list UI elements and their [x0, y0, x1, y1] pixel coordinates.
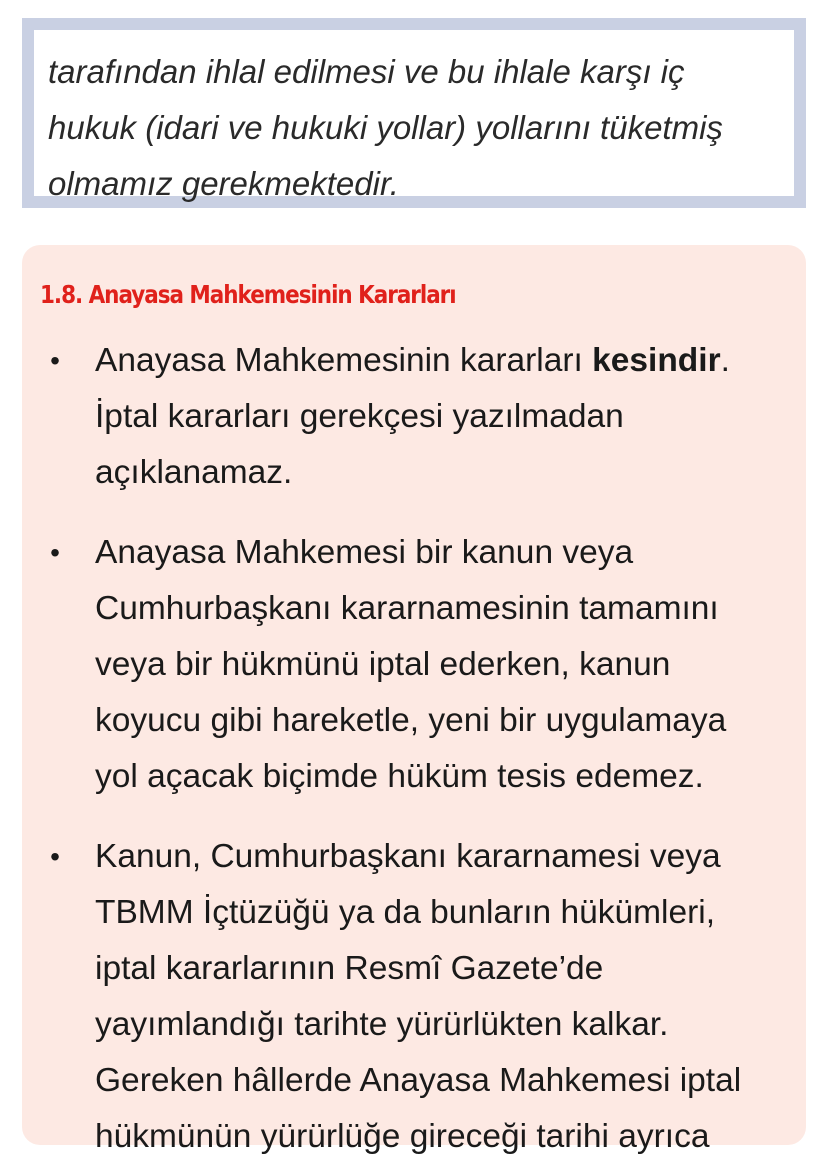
bullet-line: yol açacak biçimde hüküm tesis edemez. — [95, 758, 704, 795]
bullet-line: İptal kararları gerekçesi yazılmadan — [95, 398, 624, 435]
info-box — [22, 245, 806, 1155]
bullet-line: Kanun, Cumhurbaşkanı kararnamesi veya — [95, 838, 721, 875]
bullet-text: . — [720, 342, 730, 379]
quote-line: tarafından ihlal edilmesi ve bu ihlale karşı iç — [48, 53, 685, 90]
bullet-line: TBMM İçtüzüğü ya da bunların hükümleri, — [95, 894, 716, 931]
bullet-icon: • — [50, 537, 60, 568]
section-title: 1.8. Anayasa Mahkemesinin Kararları — [40, 280, 456, 309]
bullet-line: iptal kararlarının Resmî Gazete’de — [95, 950, 604, 987]
bullet-line: açıklanamaz. — [95, 454, 293, 491]
quote-line: olmamız gerekmektedir. — [48, 165, 399, 202]
bullet-line: Cumhurbaşkanı kararnamesinin tamamını — [95, 590, 719, 627]
quote-text — [34, 30, 794, 202]
list-item — [40, 525, 806, 805]
list-item — [40, 333, 806, 501]
emphasis-text: kesindir — [592, 342, 721, 379]
bullet-text: Anayasa Mahkemesinin kararları — [95, 342, 593, 379]
bullet-line: Anayasa Mahkemesi bir kanun veya — [95, 534, 634, 571]
bullet-line: Gereken hâllerde Anayasa Mahkemesi iptal — [95, 1062, 742, 1099]
bullet-line: hükmünün yürürlüğe gireceği tarihi ayrıca — [95, 1118, 710, 1155]
quote-box — [22, 18, 806, 208]
bullet-line: veya bir hükmünü iptal ederken, kanun — [95, 646, 671, 683]
bullet-line: yayımlandığı tarihte yürürlükten kalkar. — [95, 1006, 669, 1043]
bullet-icon: • — [50, 841, 60, 872]
bullet-line: koyucu gibi hareketle, yeni bir uygulamaya — [95, 702, 727, 739]
bullet-list — [40, 333, 806, 1165]
bullet-icon: • — [50, 345, 60, 376]
quote-line: hukuk (idari ve hukuki yollar) yollarını tüketmiş — [48, 109, 723, 146]
list-item — [40, 829, 806, 1165]
bullet-line — [95, 333, 806, 389]
